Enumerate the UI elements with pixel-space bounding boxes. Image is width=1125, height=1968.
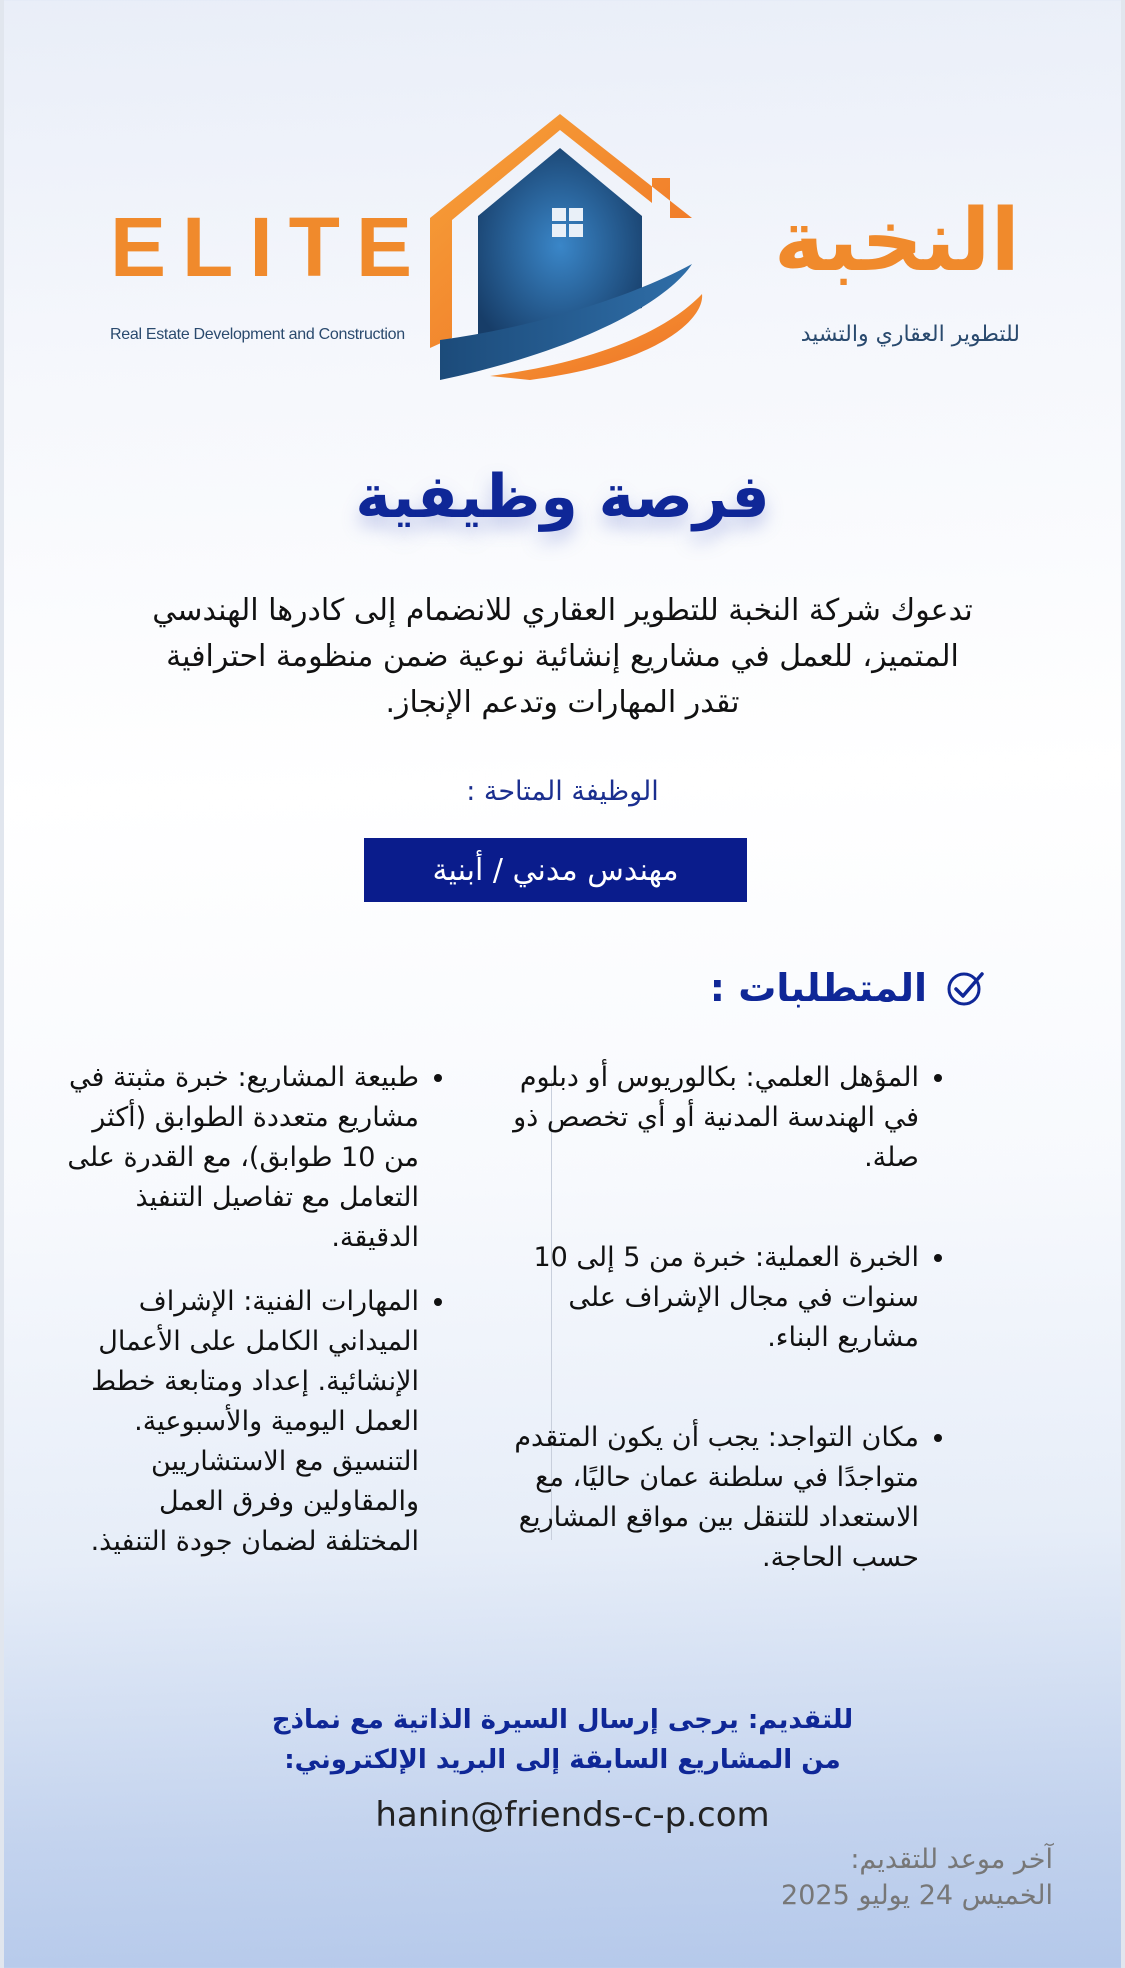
logo-arabic-name: النخبة xyxy=(773,191,1020,291)
apply-instructions xyxy=(0,1700,1125,1780)
left-border xyxy=(0,0,4,1968)
job-label: الوظيفة المتاحة : xyxy=(466,776,659,807)
job-position-badge: مهندس مدني / أبنية xyxy=(364,838,747,902)
requirement-item: • المهارات الفنية: الإشراف الميداني الكامل على الأعمال الإنشائية. إعداد ومتابعة خطط العمل اليومية والأسبوعية. التنسيق مع الاستشاريين والمقاولين وفرق العمل المختلفة لضمان جودة التنفيذ. xyxy=(65,1282,419,1562)
requirements-title: المتطلبات : xyxy=(709,966,927,1010)
deadline-date: الخميس 24 يوليو 2025 xyxy=(781,1880,1053,1911)
deadline xyxy=(781,1842,1053,1914)
right-border xyxy=(1121,0,1125,1968)
apply-line-1: للتقديم: يرجى إرسال السيرة الذاتية مع نماذج xyxy=(271,1705,854,1735)
logo-english-tagline: Real Estate Development and Construction xyxy=(110,326,405,343)
apply-line-2: من المشاريع السابقة إلى البريد الإلكتروني: xyxy=(284,1745,841,1775)
page-title: فرصة وظيفية xyxy=(355,462,770,532)
requirement-item: • الخبرة العملية: خبرة من 5 إلى 10 سنوات في مجال الإشراف على مشاريع البناء. xyxy=(505,1238,919,1358)
logo-english-name: ELITE xyxy=(110,200,429,294)
house-logo-icon xyxy=(420,108,710,388)
intro-paragraph: تدعوك شركة النخبة للتطوير العقاري للانضمام إلى كادرها الهندسي المتميز، للعمل في مشاريع إنشائية نوعية ضمن منظومة احترافية تقدر المهارات وتدعم الإنجاز. xyxy=(152,593,973,720)
apply-email-link[interactable]: hanin@friends-c-p.com xyxy=(375,1795,770,1835)
requirement-item: • مكان التواجد: يجب أن يكون المتقدم متواجدًا في سلطنة عمان حاليًا، مع الاستعداد للتنقل بين مواقع المشاريع حسب الحاجة. xyxy=(505,1418,919,1578)
requirements-left-column xyxy=(65,1058,445,1562)
requirements-heading xyxy=(710,966,985,1010)
check-circle-icon xyxy=(945,968,985,1008)
requirement-item: • المؤهل العلمي: بكالوريوس أو دبلوم في الهندسة المدنية أو أي تخصص ذو صلة. xyxy=(505,1058,919,1178)
deadline-label: آخر موعد للتقديم: xyxy=(850,1844,1053,1875)
requirement-item: • طبيعة المشاريع: خبرة مثبتة في مشاريع متعددة الطوابق (أكثر من 10 طوابق)، مع القدرة على التعامل مع تفاصيل التنفيذ الدقيقة. xyxy=(65,1058,419,1258)
requirements-right-column xyxy=(505,1058,945,1578)
logo-arabic-tagline: للتطوير العقاري والتشيد xyxy=(800,322,1020,347)
